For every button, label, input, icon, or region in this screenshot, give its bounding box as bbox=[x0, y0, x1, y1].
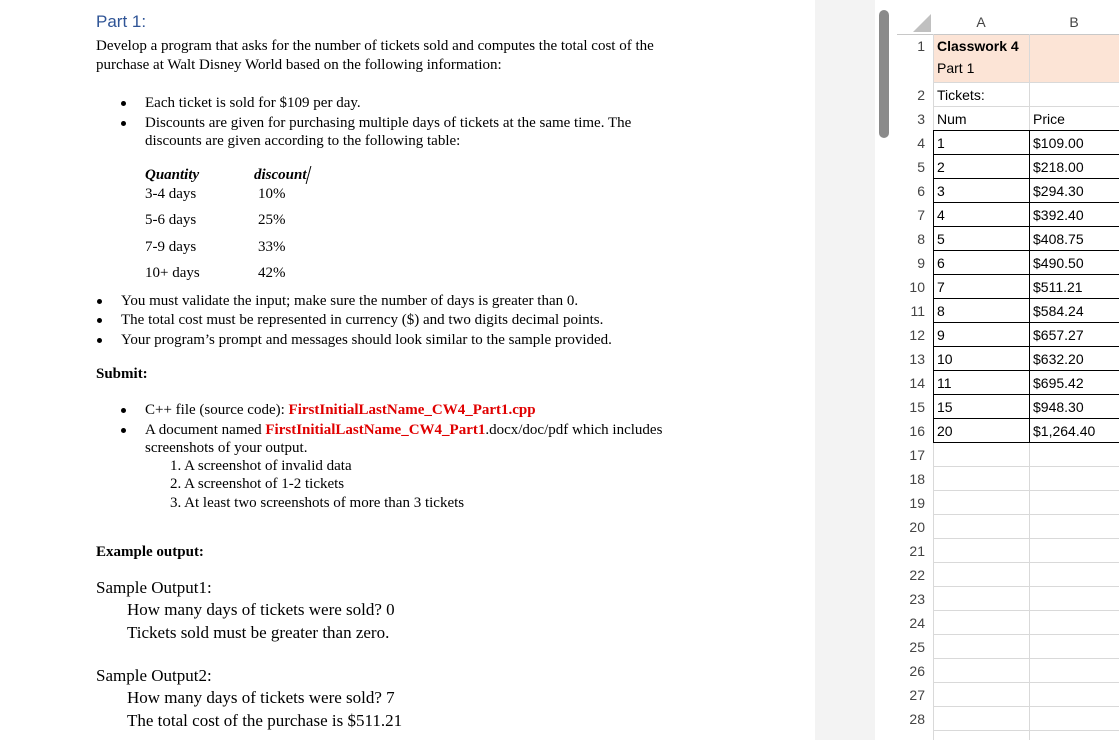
cell-price[interactable]: $584.24 bbox=[1033, 303, 1084, 319]
numbered-item: 3. At least two screenshots of more than 3 tickets bbox=[170, 495, 465, 511]
table-quantity-cell: 3-4 days bbox=[145, 186, 197, 202]
row-header[interactable]: 26 bbox=[909, 663, 925, 679]
row-header[interactable]: 8 bbox=[917, 231, 925, 247]
grid-line bbox=[933, 610, 1119, 611]
vertical-scrollbar-thumb[interactable] bbox=[879, 10, 889, 138]
table-quantity-cell: 7-9 days bbox=[145, 239, 197, 255]
row-header[interactable]: 2 bbox=[917, 87, 925, 103]
table-header-discount: discount bbox=[254, 166, 309, 184]
row-header[interactable]: 9 bbox=[917, 255, 925, 271]
table-border-row bbox=[933, 274, 1119, 275]
cell-num[interactable]: 6 bbox=[937, 255, 945, 271]
intro-line-2: purchase at Walt Disney World based on the following information: bbox=[96, 57, 502, 73]
bullet-dot bbox=[121, 121, 126, 126]
doc-filename: FirstInitialLastName_CW4_Part1 bbox=[265, 422, 486, 438]
grid-line bbox=[933, 706, 1119, 707]
row-header[interactable]: 4 bbox=[917, 135, 925, 151]
table-border-row bbox=[933, 370, 1119, 371]
row-header[interactable]: 28 bbox=[909, 711, 925, 727]
row-header[interactable]: 20 bbox=[909, 519, 925, 535]
table-discount-cell: 25% bbox=[258, 212, 286, 228]
bullet-dot bbox=[121, 408, 126, 413]
bullet-currency: The total cost must be represented in currency ($) and two digits decimal points. bbox=[121, 312, 604, 328]
table-border-row bbox=[933, 298, 1119, 299]
table-border-row bbox=[933, 226, 1119, 227]
cell-price[interactable]: $218.00 bbox=[1033, 159, 1084, 175]
table-quantity-cell: 10+ days bbox=[145, 265, 200, 281]
cell-num[interactable]: 1 bbox=[937, 135, 945, 151]
bullet-dot bbox=[97, 338, 102, 343]
cell-price[interactable]: $657.27 bbox=[1033, 327, 1084, 343]
bullet-ticket-price: Each ticket is sold for $109 per day. bbox=[145, 95, 361, 111]
row-header[interactable]: 21 bbox=[909, 543, 925, 559]
table-border-row bbox=[933, 154, 1119, 155]
cell-price[interactable]: $695.42 bbox=[1033, 375, 1084, 391]
bullet-dot bbox=[121, 428, 126, 433]
example-heading: Example output: bbox=[96, 544, 204, 560]
column-header-a[interactable]: A bbox=[976, 14, 986, 30]
bullet-dot bbox=[121, 101, 126, 106]
grid-line bbox=[933, 634, 1119, 635]
cell-price[interactable]: $408.75 bbox=[1033, 231, 1084, 247]
row-header[interactable]: 12 bbox=[909, 327, 925, 343]
cell-price[interactable]: $1,264.40 bbox=[1033, 423, 1096, 439]
row-header[interactable]: 6 bbox=[917, 183, 925, 199]
cell-num[interactable]: 3 bbox=[937, 183, 945, 199]
select-all-corner[interactable] bbox=[897, 10, 933, 34]
cell-price[interactable]: $948.30 bbox=[1033, 399, 1084, 415]
submit-item-document: A document named FirstInitialLastName_CW4_Part1.docx/doc/pdf which includes bbox=[145, 422, 663, 438]
row-header[interactable]: 1 bbox=[917, 38, 925, 54]
sample1-title: Sample Output1: bbox=[96, 578, 212, 597]
row-header[interactable]: 27 bbox=[909, 687, 925, 703]
cell-a1[interactable] bbox=[934, 35, 1029, 82]
row-header[interactable]: 10 bbox=[909, 279, 925, 295]
cell-b1[interactable] bbox=[1030, 35, 1119, 82]
bullet-discounts-line1: Discounts are given for purchasing multiple days of tickets at the same time. The bbox=[145, 115, 632, 131]
cell-price[interactable]: $109.00 bbox=[1033, 135, 1084, 151]
window-divider bbox=[815, 0, 875, 740]
table-border-row bbox=[933, 202, 1119, 203]
cell-a3[interactable]: Num bbox=[937, 111, 967, 127]
cell-price[interactable]: $511.21 bbox=[1033, 279, 1083, 295]
table-border-row bbox=[933, 394, 1119, 395]
bullet-dot bbox=[97, 318, 102, 323]
grid-line bbox=[933, 586, 1119, 587]
submit-heading: Submit: bbox=[96, 366, 148, 382]
grid-line bbox=[933, 538, 1119, 539]
sample2-title: Sample Output2: bbox=[96, 666, 212, 685]
grid-line bbox=[933, 682, 1119, 683]
sample1-line: Tickets sold must be greater than zero. bbox=[127, 623, 390, 642]
grid-line bbox=[933, 562, 1119, 563]
cell-price[interactable]: $490.50 bbox=[1033, 255, 1084, 271]
cell-a2[interactable]: Tickets: bbox=[937, 87, 985, 103]
table-border-top bbox=[933, 130, 1119, 131]
row-header[interactable]: 17 bbox=[909, 447, 925, 463]
row-header[interactable]: 15 bbox=[909, 399, 925, 415]
grid-line bbox=[933, 514, 1119, 515]
sample2-line: How many days of tickets were sold? 7 bbox=[127, 688, 395, 707]
submit-item-cpp: C++ file (source code): FirstInitialLastName_CW4_Part1.cpp bbox=[145, 402, 536, 418]
row-header[interactable]: 18 bbox=[909, 471, 925, 487]
cell-num[interactable]: 7 bbox=[937, 279, 945, 295]
table-header-quantity: Quantity bbox=[145, 167, 200, 183]
row-header[interactable]: 25 bbox=[909, 639, 925, 655]
cell-price[interactable]: $294.30 bbox=[1033, 183, 1084, 199]
grid-line bbox=[933, 730, 1119, 731]
numbered-item: 1. A screenshot of invalid data bbox=[170, 458, 352, 474]
table-border-row bbox=[933, 322, 1119, 323]
spreadsheet bbox=[897, 0, 1119, 740]
row-header[interactable]: 7 bbox=[917, 207, 925, 223]
cell-b3[interactable]: Price bbox=[1033, 111, 1065, 127]
row-header[interactable]: 16 bbox=[909, 423, 925, 439]
cell-num[interactable]: 4 bbox=[937, 207, 945, 223]
bullet-discounts-line2: discounts are given according to the following table: bbox=[145, 133, 461, 149]
row-header[interactable]: 13 bbox=[909, 351, 925, 367]
table-quantity-cell: 5-6 days bbox=[145, 212, 197, 228]
cell-num[interactable]: 10 bbox=[937, 351, 953, 367]
cell-price[interactable]: $392.40 bbox=[1033, 207, 1084, 223]
table-discount-cell: 10% bbox=[258, 186, 286, 202]
row-header[interactable]: 14 bbox=[909, 375, 925, 391]
cell-num[interactable]: 9 bbox=[937, 327, 945, 343]
intro-line-1: Develop a program that asks for the number of tickets sold and computes the total cost of the bbox=[96, 38, 654, 54]
table-discount-cell: 33% bbox=[258, 239, 286, 255]
cell-num[interactable]: 11 bbox=[937, 375, 952, 391]
sample2-line: The total cost of the purchase is $511.21 bbox=[127, 711, 403, 730]
row-header[interactable]: 3 bbox=[917, 111, 925, 127]
cell-price[interactable]: $632.20 bbox=[1033, 351, 1084, 367]
bullet-dot bbox=[97, 299, 102, 304]
cell-a1-sub: Part 1 bbox=[937, 60, 975, 76]
table-border-row bbox=[933, 178, 1119, 179]
cell-num[interactable]: 15 bbox=[937, 399, 953, 415]
cell-num[interactable]: 2 bbox=[937, 159, 945, 175]
table-border-row bbox=[933, 418, 1119, 419]
grid-line bbox=[933, 658, 1119, 659]
row-header[interactable]: 19 bbox=[909, 495, 925, 511]
bullet-validate: You must validate the input; make sure the number of days is greater than 0. bbox=[121, 293, 579, 309]
table-border-row bbox=[933, 346, 1119, 347]
table-border-row bbox=[933, 250, 1119, 251]
cell-num[interactable]: 8 bbox=[937, 303, 945, 319]
page-title: Part 1: bbox=[96, 12, 147, 31]
grid-line bbox=[933, 466, 1119, 467]
row-header[interactable]: 5 bbox=[917, 159, 925, 175]
cell-num[interactable]: 20 bbox=[937, 423, 953, 439]
grid-line bbox=[933, 490, 1119, 491]
column-header-b[interactable]: B bbox=[1069, 14, 1079, 30]
numbered-item: 2. A screenshot of 1-2 tickets bbox=[170, 476, 345, 492]
cell-num[interactable]: 5 bbox=[937, 231, 945, 247]
row-header[interactable]: 22 bbox=[909, 567, 925, 583]
cell-a1-title: Classwork 4 bbox=[937, 38, 1019, 54]
table-discount-cell: 42% bbox=[258, 265, 286, 281]
row-header[interactable]: 24 bbox=[909, 615, 925, 631]
bullet-prompt: Your program’s prompt and messages should look similar to the sample provided. bbox=[121, 332, 612, 348]
sample1-line: How many days of tickets were sold? 0 bbox=[127, 600, 395, 619]
row-header[interactable]: 23 bbox=[909, 591, 925, 607]
submit-item-document-line2: screenshots of your output. bbox=[145, 440, 308, 456]
cpp-filename: FirstInitialLastName_CW4_Part1.cpp bbox=[288, 402, 536, 418]
row-header[interactable]: 11 bbox=[910, 303, 925, 319]
